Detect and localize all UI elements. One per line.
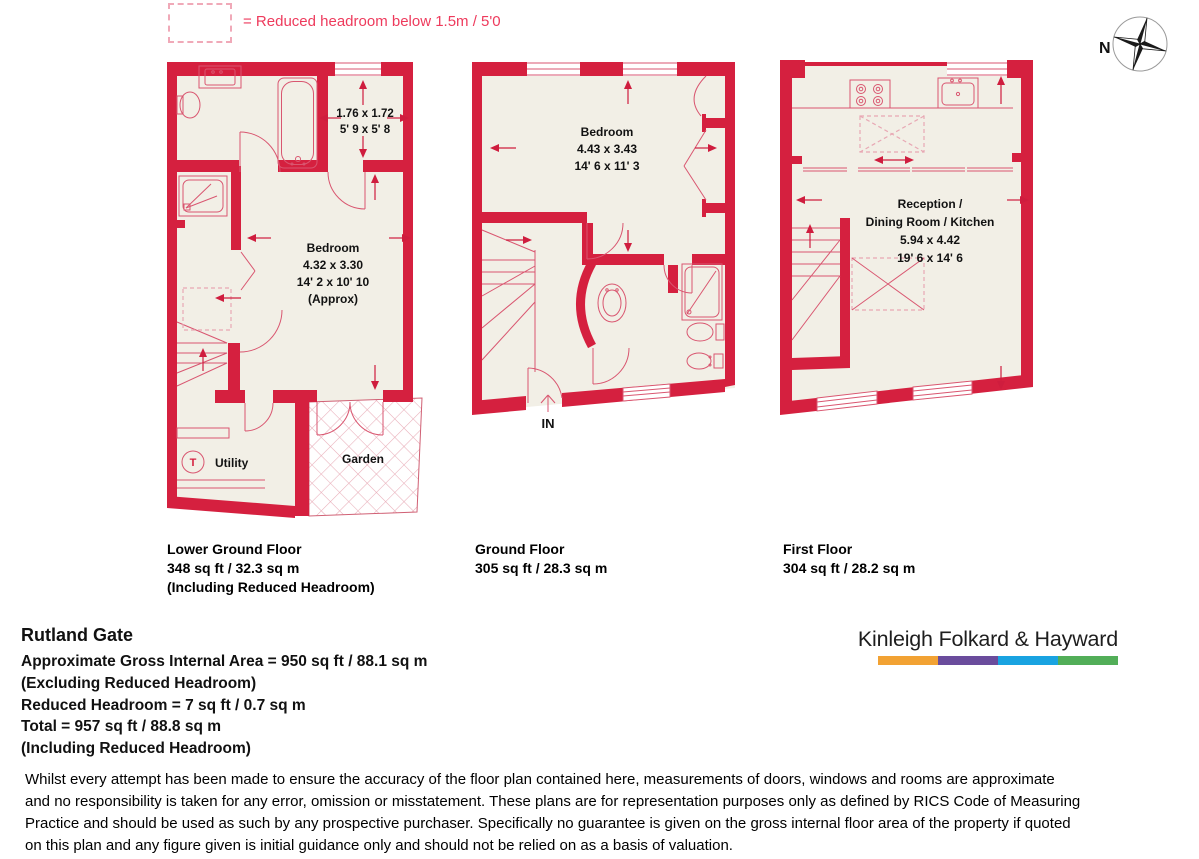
lgf-bedroom-note: (Approx) xyxy=(308,292,358,306)
floor-plan-lower-ground xyxy=(165,60,427,530)
ground-floor-caption xyxy=(475,540,607,578)
floor-name: Lower Ground Floor xyxy=(167,541,302,557)
lgf-small-room-dims-ft: 5' 9 x 5' 8 xyxy=(339,124,391,136)
logo-bar-orange xyxy=(878,656,938,665)
gf-bedroom-dims-m: 4.43 x 3.43 xyxy=(576,142,638,156)
gf-floor xyxy=(472,62,735,412)
disclaimer-line: and no responsibility is taken for any error, omission or misstatement. These plans are for representation purposes only as defined by RICS Code of Measuring xyxy=(25,793,1081,810)
lgf-tumble-dryer-symbol: T xyxy=(189,457,197,469)
logo-bar-green xyxy=(1058,656,1118,665)
compass-rose xyxy=(1095,2,1181,86)
floor-plan-first xyxy=(780,60,1055,440)
agency-logo xyxy=(858,627,1118,652)
ff-reception-dims-ft: 19' 6 x 14' 6 xyxy=(897,251,963,265)
gf-bedroom-dims-ft: 14' 6 x 11' 3 xyxy=(574,159,640,173)
lgf-bedroom-label: Bedroom xyxy=(306,241,360,255)
floor-plan-ground xyxy=(470,60,740,440)
reduced-headroom-area: Reduced Headroom = 7 sq ft / 0.7 sq m xyxy=(21,696,306,714)
floor-note: (Including Reduced Headroom) xyxy=(167,579,375,595)
compass-star xyxy=(1114,18,1166,70)
reduced-headroom-legend-text: = Reduced headroom below 1.5m / 5'0 xyxy=(243,13,501,30)
ff-reception-label-line2: Dining Room / Kitchen xyxy=(865,215,995,229)
lgf-garden-label: Garden xyxy=(341,452,385,466)
property-title: Rutland Gate xyxy=(21,625,134,645)
first-floor-caption xyxy=(783,540,915,578)
lgf-bedroom-dims-ft: 14' 2 x 10' 10 xyxy=(296,275,370,289)
including-note: (Including Reduced Headroom) xyxy=(21,740,251,758)
gf-bedroom-label: Bedroom xyxy=(580,125,634,139)
lgf-bedroom-dims-m: 4.32 x 3.30 xyxy=(302,258,364,272)
floor-area: 305 sq ft / 28.3 sq m xyxy=(475,560,608,576)
floor-name: First Floor xyxy=(783,541,853,557)
ff-reception-label-line1: Reception / xyxy=(897,197,963,211)
excluding-note: (Excluding Reduced Headroom) xyxy=(21,674,257,692)
lower-ground-floor-caption xyxy=(167,540,375,597)
compass-north-label: N xyxy=(1099,40,1111,57)
disclaimer-line: Whilst every attempt has been made to ensure the accuracy of the floor plan contained here, measurements of doors, windows and rooms are approximate xyxy=(25,771,1055,788)
agency-name: Kinleigh Folkard & Hayward xyxy=(857,627,1118,651)
floor-name: Ground Floor xyxy=(475,541,565,557)
gross-internal-area: Approximate Gross Internal Area = 950 sq ft / 88.1 sq m xyxy=(21,653,428,670)
agency-logo-bar xyxy=(878,656,1118,665)
lgf-utility-label: Utility xyxy=(215,456,249,470)
lgf-window-top xyxy=(335,62,381,76)
logo-bar-blue xyxy=(998,656,1058,665)
gf-entrance-label: IN xyxy=(541,416,555,431)
lgf-small-room-dims-m: 1.76 x 1.72 xyxy=(336,108,394,120)
ff-reception-dims-m: 5.94 x 4.42 xyxy=(899,233,961,247)
reduced-headroom-swatch xyxy=(168,3,232,43)
disclaimer-line: Practice and should be used as such by any prospective purchaser. Specifically no guarantee is given on the gross internal floor area of the property if quoted xyxy=(25,815,1071,832)
floor-area: 304 sq ft / 28.2 sq m xyxy=(783,560,916,576)
disclaimer xyxy=(25,769,1080,857)
logo-bar-purple xyxy=(938,656,998,665)
total-area: Total = 957 sq ft / 88.8 sq m xyxy=(21,718,221,736)
floor-area: 348 sq ft / 32.3 sq m xyxy=(167,560,300,576)
area-summary xyxy=(21,625,427,760)
disclaimer-line: on this plan and any figure given is initial guidance only and should not be relied on as a basis of valuation. xyxy=(25,837,733,854)
